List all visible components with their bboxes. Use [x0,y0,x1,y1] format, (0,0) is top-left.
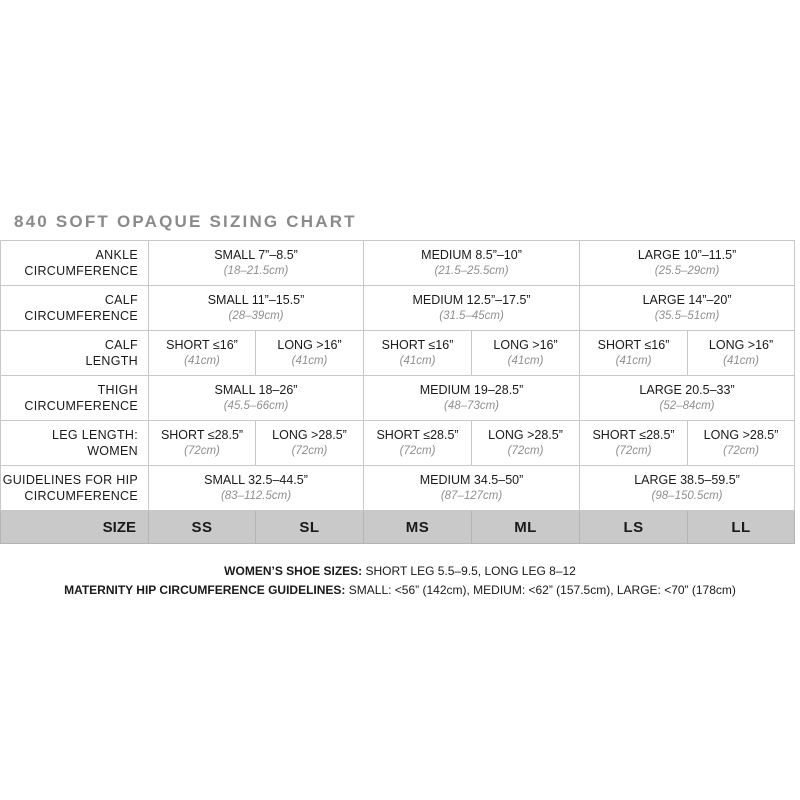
range-value: LONG >16” [277,338,342,352]
size-code: SL [256,511,364,544]
size-range-cell [149,421,256,466]
range-metric: (72cm) [507,445,544,457]
range-metric: (21.5–25.5cm) [434,265,509,277]
size-code: MS [364,511,472,544]
range-metric: (41cm) [723,355,759,367]
size-range-cell [149,331,256,376]
row-label [1,331,149,376]
shoe-sizes-label: WOMEN’S SHOE SIZES: [224,564,363,578]
size-range-cell [364,286,580,331]
range-metric: (48–73cm) [444,400,499,412]
size-code: ML [472,511,580,544]
range-metric: (83–112.5cm) [220,490,292,502]
range-metric: (72cm) [723,445,759,457]
size-range-cell [580,466,795,511]
size-range-cell [364,331,472,376]
range-metric: (41cm) [399,355,436,367]
range-value: SMALL 11”–15.5” [207,293,305,307]
chart-title: 840 SOFT OPAQUE SIZING CHART [14,212,357,231]
range-value: LONG >16” [708,338,774,352]
range-value: LARGE 38.5–59.5” [634,473,740,487]
row-label [1,286,149,331]
shoe-sizes-note [0,564,800,578]
range-metric: (72cm) [399,445,436,457]
range-value: SHORT ≤28.5” [160,428,244,442]
range-value: LONG >28.5” [272,428,347,442]
range-metric: (41cm) [615,355,652,367]
size-code: SS [149,511,256,544]
range-metric: (25.5–29cm) [654,265,720,277]
row-label-line: CALF [104,293,138,307]
size-range-cell [364,421,472,466]
size-range-cell [149,376,364,421]
range-value: SHORT ≤16” [381,338,454,352]
size-range-cell [256,331,364,376]
size-range-cell [580,376,795,421]
range-metric: (45.5–66cm) [223,400,289,412]
range-value: SHORT ≤16” [597,338,670,352]
maternity-label: MATERNITY HIP CIRCUMFERENCE GUIDELINES: [64,583,346,597]
size-heading: SIZE [1,511,149,544]
table-row [1,241,795,286]
size-range-cell [688,421,795,466]
table-row [1,331,795,376]
row-label [1,241,149,286]
table-row [1,286,795,331]
range-value: SMALL 32.5–44.5” [204,473,308,487]
size-range-cell [149,286,364,331]
size-range-cell [256,421,364,466]
size-range-cell [149,466,364,511]
maternity-note [0,583,800,597]
range-value: SHORT ≤28.5” [376,428,459,442]
range-metric: (41cm) [184,355,220,367]
row-label-line: CIRCUMFERENCE [24,399,138,413]
size-range-cell [364,241,580,286]
sizing-table [0,240,795,544]
size-range-cell [580,331,688,376]
size-range-cell [580,286,795,331]
size-range-cell [364,376,580,421]
row-label-line: CIRCUMFERENCE [24,264,138,278]
size-range-cell [364,466,580,511]
size-range-cell [580,421,688,466]
maternity-text: SMALL: <56” (142cm), MEDIUM: <62” (157.5cm), LARGE: <70” (178cm) [345,583,736,597]
size-code: LL [688,511,795,544]
row-label-line: THIGH [97,383,138,397]
size-code: LS [580,511,688,544]
range-value: SMALL 18–26” [214,383,298,397]
size-row [1,511,795,544]
row-label-line: LEG LENGTH: [52,428,138,442]
range-metric: (72cm) [291,445,328,457]
range-metric: (28–39cm) [228,310,284,322]
size-range-cell [580,241,795,286]
size-range-cell [472,421,580,466]
size-range-cell [149,241,364,286]
range-metric: (87–127cm) [440,490,503,502]
range-metric: (41cm) [507,355,544,367]
size-range-cell [472,331,580,376]
range-metric: (52–84cm) [659,400,715,412]
range-metric: (31.5–45cm) [439,310,504,322]
range-value: LONG >16” [493,338,558,352]
range-value: MEDIUM 12.5”–17.5” [412,293,531,307]
table-row [1,421,795,466]
table-row [1,376,795,421]
row-label [1,466,149,511]
row-label-line: CIRCUMFERENCE [24,309,138,323]
range-metric: (72cm) [184,445,220,457]
range-value: SMALL 7”–8.5” [214,248,298,262]
row-label [1,421,149,466]
range-value: SHORT ≤16” [166,338,238,352]
range-metric: (98–150.5cm) [651,490,723,502]
range-value: LARGE 10”–11.5” [637,248,737,262]
range-metric: (41cm) [291,355,328,367]
range-metric: (18–21.5cm) [223,265,289,277]
range-metric: (35.5–51cm) [654,310,720,322]
range-value: LARGE 14”–20” [642,293,732,307]
size-range-cell [688,331,795,376]
range-metric: (72cm) [615,445,652,457]
row-label-line: ANKLE [95,248,138,262]
shoe-sizes-text: SHORT LEG 5.5–9.5, LONG LEG 8–12 [362,564,576,578]
range-value: MEDIUM 34.5–50” [419,473,524,487]
range-value: LARGE 20.5–33” [639,383,735,397]
range-value: LONG >28.5” [488,428,563,442]
row-label-line: LENGTH [85,354,138,368]
row-label-line: CALF [104,338,138,352]
row-label-line: CIRCUMFERENCE [24,489,138,503]
range-value: SHORT ≤28.5” [592,428,675,442]
range-value: MEDIUM 19–28.5” [419,383,524,397]
row-label [1,376,149,421]
table-row [1,466,795,511]
row-label-line: GUIDELINES FOR HIP [2,473,138,487]
row-label-line: WOMEN [87,444,138,458]
range-value: LONG >28.5” [703,428,779,442]
range-value: MEDIUM 8.5”–10” [421,248,522,262]
